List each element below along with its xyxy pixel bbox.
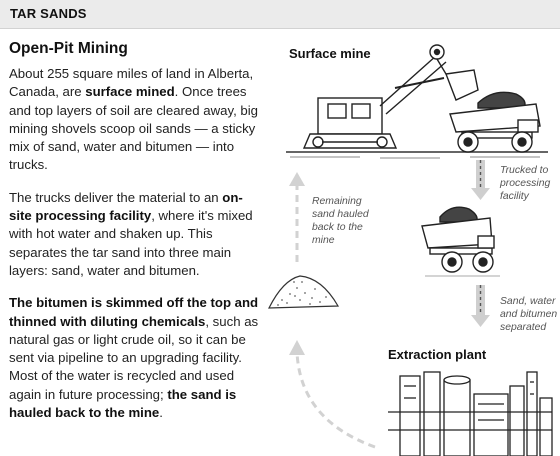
text-run: , where it's mixed with hot water and shaken up. This separates the tar sand into three main layers: sand, water and bitumen. <box>9 208 253 278</box>
text-run: . Once trees and top layers of soil are cleared away, big mining shovels scoop oil sands — a sticky mix of sand, water and bitumen — into trucks. <box>9 84 258 173</box>
text-run: . <box>159 405 163 421</box>
remaining-note-line-2: sand hauled <box>312 209 369 220</box>
section-title: Open-Pit Mining <box>9 40 128 57</box>
separated-note-line-2: and bitumen <box>500 309 558 320</box>
separated-note <box>500 296 560 333</box>
remaining-note-line-3: back to the <box>312 222 363 233</box>
sand-pile-icon <box>269 276 338 308</box>
separated-note-line-1: Sand, water <box>500 296 556 307</box>
return-arrow-icon <box>289 172 305 262</box>
curved-arrow-icon <box>289 340 375 447</box>
remaining-note <box>312 196 372 246</box>
dump-truck-icon <box>450 92 540 152</box>
trucked-note-line-2: processing <box>500 178 551 189</box>
trucked-note-line-1: Trucked to <box>500 165 549 176</box>
down-arrow-icon <box>471 285 490 327</box>
extraction-plant-icon <box>388 372 552 456</box>
text-run: , such as natural gas or light crude oil, so it can be sent via pipeline to an upgrading facility. Most of the water is recycled and used again in future processing; <box>9 313 259 402</box>
down-arrow-icon <box>471 160 490 200</box>
trucked-note <box>499 165 553 202</box>
text-run: About 255 square miles of land in Alberta, Canada, are <box>9 66 254 100</box>
bold-run: surface mined <box>85 84 175 100</box>
surface-mine-label: Surface mine <box>289 46 371 61</box>
bold-run: the sand is hauled back to the mine <box>9 386 237 421</box>
extraction-plant-label: Extraction plant <box>388 347 487 362</box>
remaining-note-line-4: mine <box>312 235 335 246</box>
text-run: The trucks deliver the material to an <box>9 189 223 205</box>
dump-truck-icon <box>422 207 500 276</box>
remaining-note-line-1: Remaining <box>312 196 362 207</box>
header-title: TAR SANDS <box>10 6 87 21</box>
bold-run: The bitumen is skimmed off the top and thinned with diluting chemicals <box>9 295 259 329</box>
separated-note-line-3: separated <box>500 322 547 333</box>
ground-icon <box>286 152 548 158</box>
bold-run: on-site processing facility <box>9 189 243 224</box>
trucked-note-line-3: facility <box>500 191 529 202</box>
